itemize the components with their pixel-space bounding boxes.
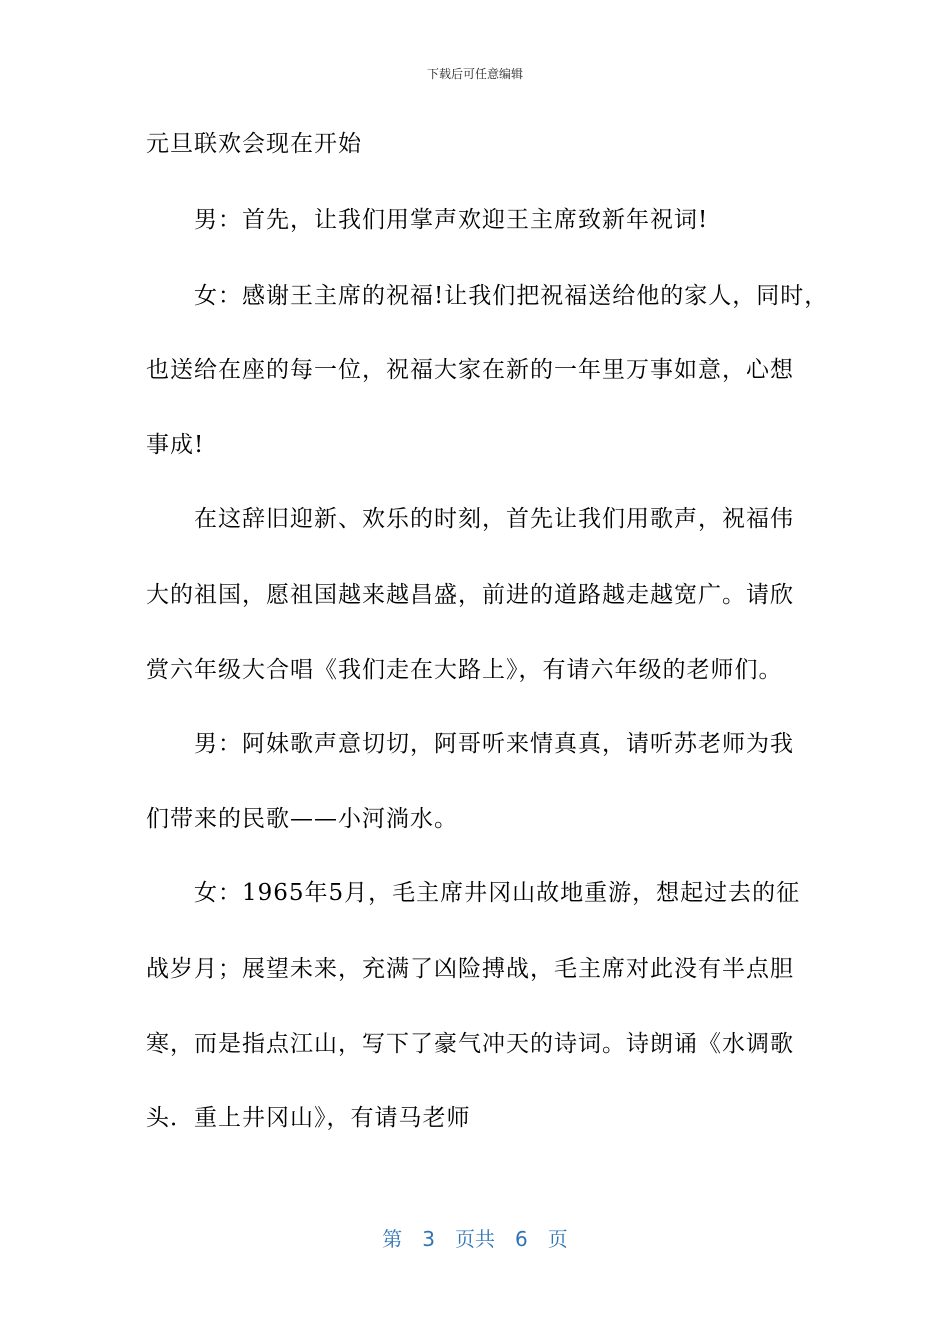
page-label-prefix: 第 [382, 1227, 403, 1251]
text-line: 女：1965年5月，毛主席井冈山故地重游，想起过去的征 [194, 880, 801, 906]
text-line: 寒，而是指点江山，写下了豪气冲天的诗词。诗朗诵《水调歌 [146, 1031, 794, 1057]
text-line: 头．重上井冈山》，有请马老师 [146, 1105, 471, 1131]
page-header: 下载后可任意编辑 [426, 67, 523, 81]
page-footer [0, 1226, 950, 1252]
text-line: 们带来的民歌——小河淌水。 [146, 806, 458, 832]
text-line: 男：首先，让我们用掌声欢迎王主席致新年祝词! [194, 207, 709, 233]
text-line-title: 元旦联欢会现在开始 [146, 131, 362, 157]
text-line: 战岁月；展望未来，充满了凶险搏战，毛主席对此没有半点胆 [146, 956, 794, 982]
total-pages-number: 6 [515, 1227, 528, 1251]
text-line: 事成! [146, 432, 205, 458]
text-line: 赏六年级大合唱《我们走在大路上》，有请六年级的老师们。 [146, 657, 783, 683]
page-label-suffix: 页 [547, 1227, 568, 1251]
current-page-number: 3 [422, 1227, 435, 1251]
text-line: 大的祖国，愿祖国越来越昌盛，前进的道路越走越宽广。请欣 [146, 582, 794, 608]
text-line: 女：感谢王主席的祝福!让我们把祝福送给他的家人，同时， [194, 283, 829, 309]
text-line: 在这辞旧迎新、欢乐的时刻，首先让我们用歌声，祝福伟 [194, 506, 794, 532]
text-line: 也送给在座的每一位，祝福大家在新的一年里万事如意，心想 [146, 357, 794, 383]
text-line: 男：阿妹歌声意切切，阿哥听来情真真，请听苏老师为我 [194, 731, 794, 757]
page-label-middle: 页共 [455, 1227, 495, 1251]
